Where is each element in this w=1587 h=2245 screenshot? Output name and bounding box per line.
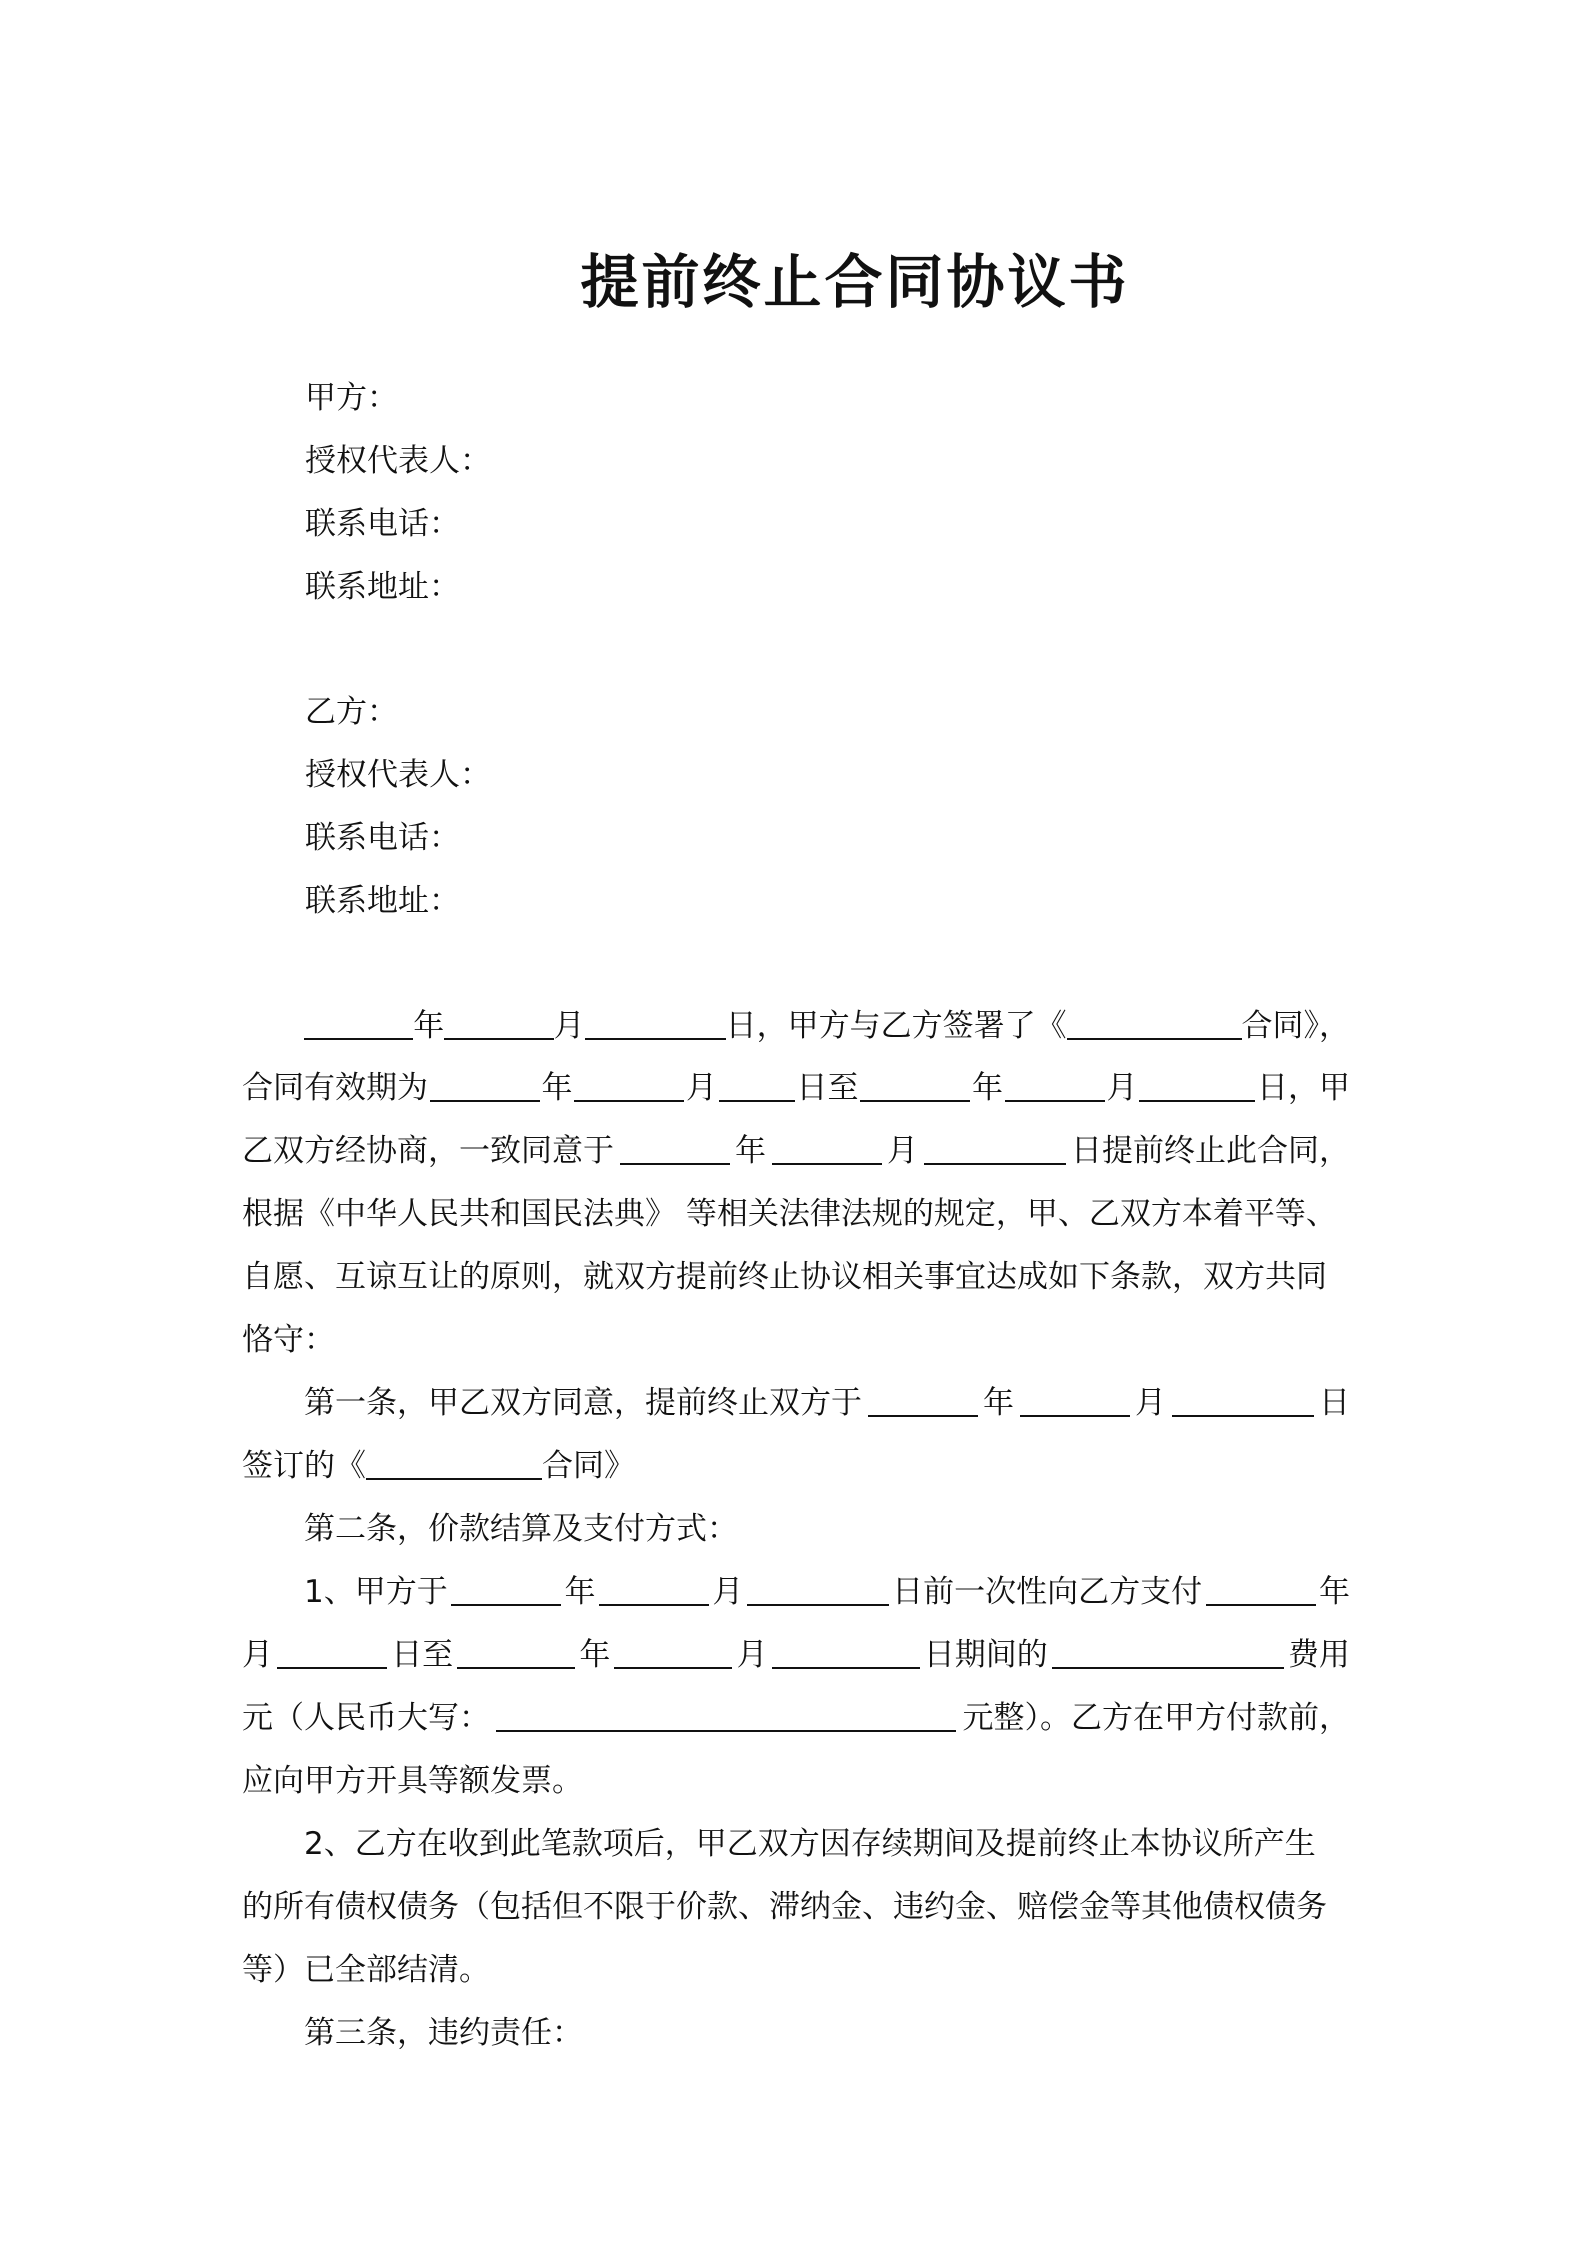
blank-pay-month[interactable] <box>599 1570 709 1606</box>
text-day-to: 日至 <box>796 1070 859 1106</box>
blank-terminate-year[interactable] <box>620 1129 730 1165</box>
blank-terminate-day[interactable] <box>924 1129 1066 1165</box>
text-validity: 合同有效期为 <box>242 1070 428 1106</box>
party-b-name-label: 乙方： <box>305 694 398 730</box>
text-month: 月 <box>686 1070 717 1106</box>
preamble-line-6: 恪守： <box>242 1322 335 1358</box>
text-amount-end: 元整）。乙方在甲方付款前， <box>962 1700 1350 1736</box>
party-b-address-label: 联系地址： <box>305 883 460 919</box>
blank-pay-day[interactable] <box>747 1570 889 1606</box>
text-day-party: 日，甲 <box>1257 1070 1350 1106</box>
article3-heading: 第三条，违约责任： <box>304 2015 583 2051</box>
blank-period-end-month[interactable] <box>614 1633 732 1669</box>
blank-period-end-year[interactable] <box>457 1633 575 1669</box>
text-period: 日期间的 <box>923 1637 1048 1673</box>
blank-sign-month[interactable] <box>444 1004 553 1040</box>
blank-a1-contract-name[interactable] <box>366 1444 542 1480</box>
party-a-rep-label: 授权代表人： <box>305 443 491 479</box>
text-month: 月 <box>736 1637 768 1673</box>
party-a-name-label: 甲方： <box>305 380 398 416</box>
blank-sign-year[interactable] <box>304 1004 413 1040</box>
text-terminate: 日提前终止此合同， <box>1071 1133 1350 1169</box>
text-year: 年 <box>413 1008 445 1044</box>
article2-heading: 第二条，价款结算及支付方式： <box>304 1511 738 1547</box>
preamble-line-3 <box>242 1120 1350 1182</box>
document-title: 提前终止合同协议书 <box>580 248 1130 316</box>
text-article1-intro: 第一条，甲乙双方同意，提前终止双方于 <box>304 1385 862 1421</box>
text-sign-clause: 日，甲方与乙方签署了《 <box>725 1008 1067 1044</box>
party-b-phone-label: 联系电话： <box>305 820 460 856</box>
text-year: 年 <box>1318 1574 1350 1610</box>
text-month: 月 <box>887 1133 918 1169</box>
preamble-line-2 <box>242 1057 1350 1119</box>
article1-line-2 <box>242 1435 1350 1497</box>
article2-item1-line-1 <box>242 1561 1350 1623</box>
text-contract-close: 合同》 <box>542 1448 635 1484</box>
preamble-line-4: 根据《中华人民共和国民法典》 等相关法律法规的规定，甲、乙双方本着平等、 <box>242 1196 1337 1232</box>
blank-terminate-month[interactable] <box>772 1129 882 1165</box>
blank-contract-name[interactable] <box>1067 1004 1242 1040</box>
blank-end-month[interactable] <box>1005 1066 1105 1102</box>
blank-end-day[interactable] <box>1139 1066 1255 1102</box>
text-month: 月 <box>1135 1385 1166 1421</box>
preamble-line-1 <box>242 995 1350 1057</box>
article1-line-1 <box>242 1372 1350 1434</box>
text-contract-close: 合同》， <box>1241 1008 1350 1044</box>
text-month: 月 <box>1106 1070 1138 1106</box>
blank-start-year[interactable] <box>430 1066 540 1102</box>
party-a-address-label: 联系地址： <box>305 569 460 605</box>
blank-period-start-year[interactable] <box>1206 1570 1316 1606</box>
blank-fee-name[interactable] <box>1052 1633 1284 1669</box>
text-agree-on: 乙双方经协商，一致同意于 <box>242 1133 614 1169</box>
article2-item1-line-3 <box>242 1687 1350 1749</box>
text-year: 年 <box>541 1070 573 1106</box>
blank-a1-month[interactable] <box>1020 1381 1130 1417</box>
party-a-phone-label: 联系电话： <box>305 506 460 542</box>
blank-end-year[interactable] <box>860 1066 970 1102</box>
blank-a1-day[interactable] <box>1172 1381 1314 1417</box>
text-year: 年 <box>972 1070 1003 1106</box>
text-year: 年 <box>579 1637 611 1673</box>
text-signed: 签订的《 <box>242 1448 366 1484</box>
text-fee: 费用 <box>1287 1637 1350 1673</box>
blank-period-start-day[interactable] <box>277 1633 387 1669</box>
article2-item2-line-3: 等）已全部结清。 <box>242 1952 490 1988</box>
text-year: 年 <box>983 1385 1014 1421</box>
article2-item2-line-1: 2、乙方在收到此笔款项后，甲乙双方因存续期间及提前终止本协议所产生 <box>304 1826 1316 1862</box>
blank-amount-uppercase[interactable] <box>496 1696 956 1732</box>
blank-period-end-day[interactable] <box>772 1633 920 1669</box>
party-b-rep-label: 授权代表人： <box>305 757 491 793</box>
text-day-to: 日至 <box>391 1637 454 1673</box>
text-year: 年 <box>735 1133 766 1169</box>
preamble-line-5: 自愿、互谅互让的原则，就双方提前终止协议相关事宜达成如下条款，双方共同 <box>242 1259 1327 1295</box>
text-rmb-uppercase: 元（人民币大写： <box>242 1700 490 1736</box>
article2-item2-line-2: 的所有债权债务（包括但不限于价款、滞纳金、违约金、赔偿金等其他债权债务 <box>242 1889 1327 1925</box>
article2-item1-line-4: 应向甲方开具等额发票。 <box>242 1763 583 1799</box>
text-month: 月 <box>553 1008 585 1044</box>
article2-item1-line-2 <box>242 1624 1350 1686</box>
blank-pay-year[interactable] <box>451 1570 561 1606</box>
text-pay-lump-sum: 日前一次性向乙方支付 <box>892 1574 1203 1610</box>
blank-start-month[interactable] <box>574 1066 684 1102</box>
blank-a1-year[interactable] <box>868 1381 978 1417</box>
text-month: 月 <box>242 1637 273 1673</box>
text-party-a-on: 1、甲方于 <box>304 1574 448 1610</box>
blank-start-day[interactable] <box>719 1066 795 1102</box>
text-year: 年 <box>564 1574 596 1610</box>
text-day: 日 <box>1319 1385 1350 1421</box>
text-month: 月 <box>712 1574 744 1610</box>
blank-sign-day[interactable] <box>585 1004 726 1040</box>
